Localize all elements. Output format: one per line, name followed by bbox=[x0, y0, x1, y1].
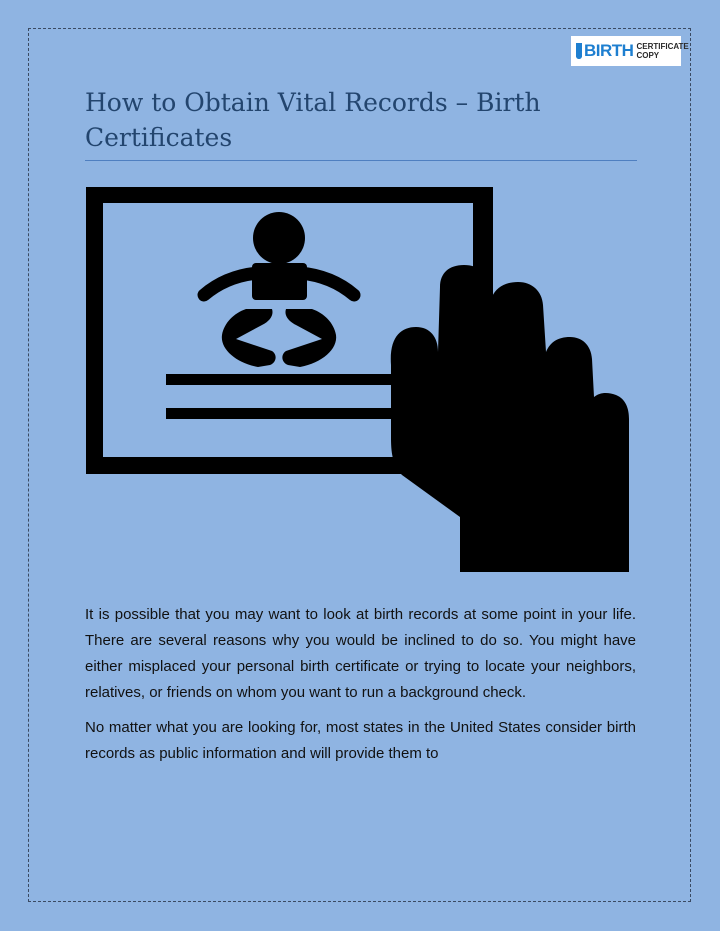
document-body bbox=[85, 602, 636, 776]
holding-hand bbox=[391, 265, 629, 572]
birth-certificate-hand-icon bbox=[86, 187, 631, 572]
baby-left-leg bbox=[222, 309, 276, 367]
brand-logo[interactable] bbox=[571, 36, 689, 66]
logo-subtitle bbox=[636, 42, 688, 60]
document-title: How to Obtain Vital Records – Birth Certificates bbox=[85, 88, 541, 152]
title-underline bbox=[85, 160, 637, 161]
logo-word: BIRTH bbox=[584, 41, 634, 60]
certificate-line-2 bbox=[166, 408, 411, 419]
baby-left-arm bbox=[204, 273, 258, 295]
baby-right-leg bbox=[282, 309, 336, 367]
certificate-line-1 bbox=[166, 374, 411, 385]
paragraph: It is possible that you may want to look at birth records at some point in your life. There are several reasons why you would be inclined to do so. You might have either misplaced your personal birth certificate or trying to locate your neighbors, relatives, or friends on whom you want to run a background check. bbox=[85, 606, 636, 701]
baby-head bbox=[253, 212, 305, 264]
logo-subtitle-line1: CERTIFICATE bbox=[636, 42, 689, 51]
baby-right-arm bbox=[300, 273, 354, 295]
logo-mark-icon bbox=[576, 43, 582, 59]
paragraph: No matter what you are looking for, most states in the United States consider birth records as public information and will provide them to bbox=[85, 719, 636, 762]
logo-subtitle-line2: COPY bbox=[636, 51, 660, 60]
